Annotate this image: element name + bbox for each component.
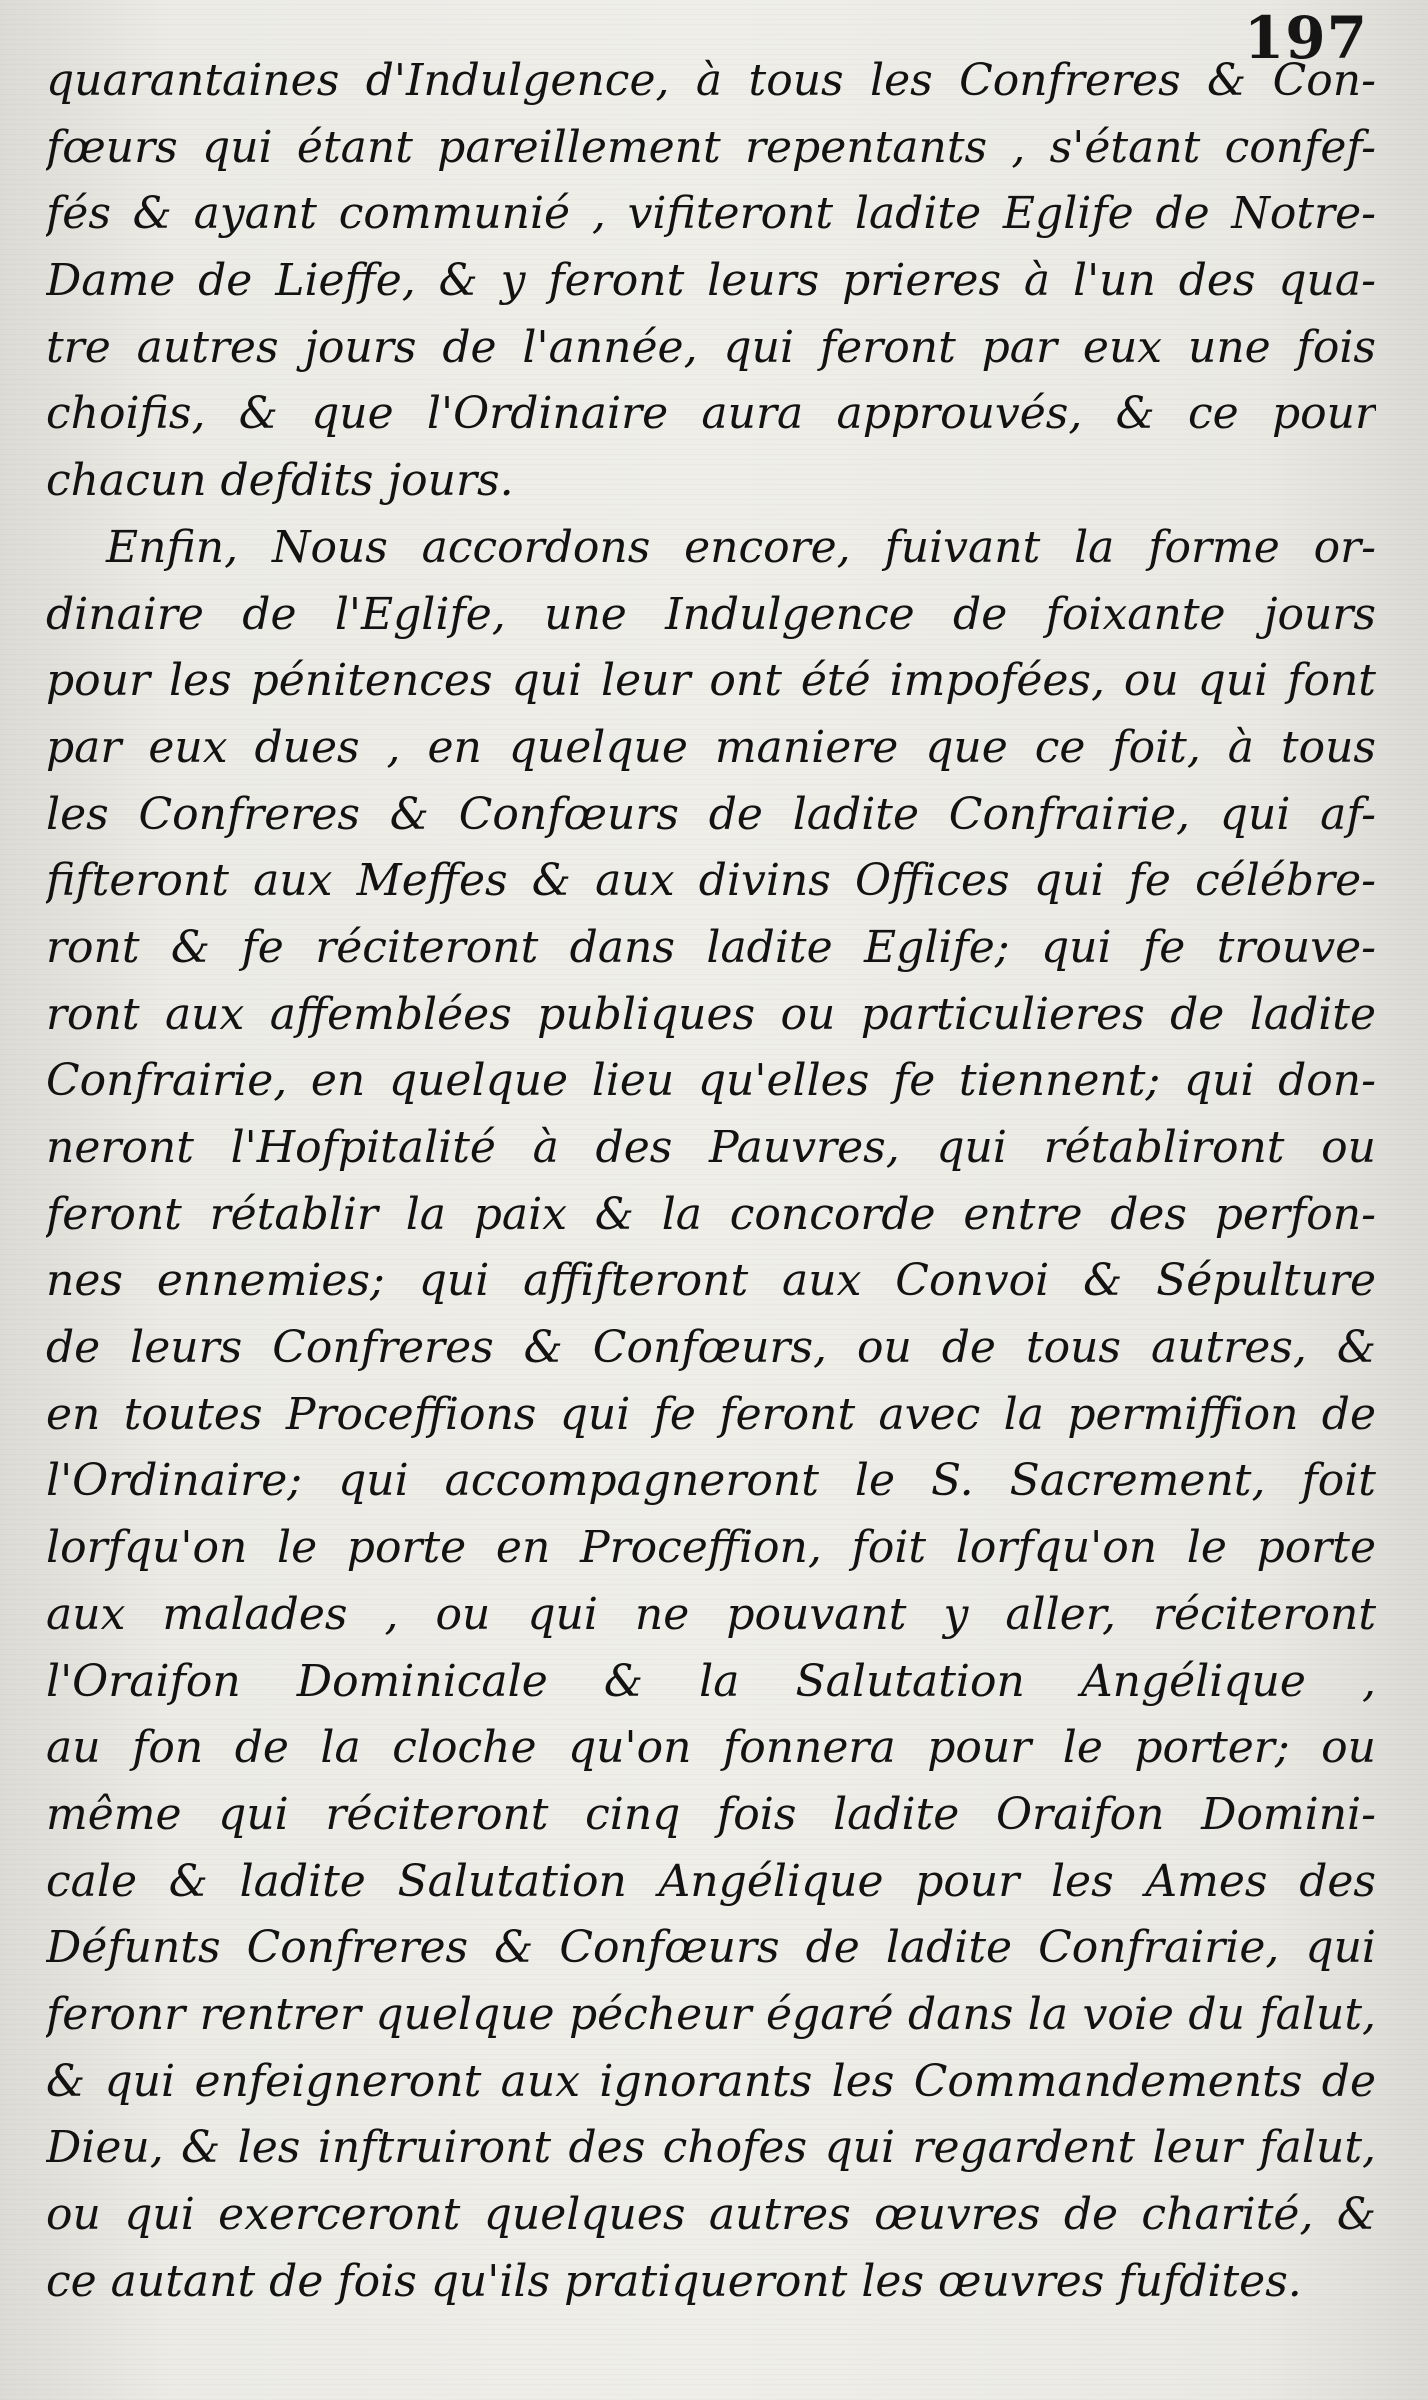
text-line: ce autant de fois qu'ils pratiqueront les œuvres fufdites. xyxy=(46,2255,1302,2307)
text-line: Dame de Lieffe, & y feront leurs prieres à l'un des qua- xyxy=(46,255,1376,307)
page-number: 197 xyxy=(1243,4,1368,72)
text-line: tre autres jours de l'année, qui feront par eux une fois xyxy=(46,321,1376,373)
text-line: choifis, & que l'Ordinaire aura approuvés, & ce pour xyxy=(46,388,1376,440)
text-line: l'Ordinaire; qui accompagneront le S. Sacrement, foit xyxy=(46,1455,1376,1507)
text-line: pour les pénitences qui leur ont été impofées, ou qui font xyxy=(46,655,1376,707)
text-line: & qui enfeigneront aux ignorants les Commandements de xyxy=(46,2055,1376,2107)
text-line: ou qui exerceront quelques autres œuvres de charité, & xyxy=(46,2189,1376,2240)
text-line: lorfqu'on le porte en Proceffion, foit lorfqu'on le porte xyxy=(46,1522,1376,1574)
text-line: au fon de la cloche qu'on fonnera pour le porter; ou xyxy=(46,1722,1376,1774)
text-line: par eux dues , en quelque maniere que ce foit, à tous xyxy=(46,721,1376,773)
text-line: feront rétablir la paix & la concorde entre des perfon- xyxy=(46,1188,1376,1240)
text-line: l'Oraifon Dominicale & la Salutation Angélique , xyxy=(46,1655,1376,1707)
text-line: aux malades , ou qui ne pouvant y aller, réciteront xyxy=(46,1588,1376,1640)
text-line: quarantaines d'Indulgence, à tous les Confreres & Con- xyxy=(46,55,1376,106)
text-line: Défunts Confreres & Confœurs de ladite Confrairie, qui xyxy=(46,1922,1376,1974)
text-line: ront aux affemblées publiques ou particulieres de ladite xyxy=(46,988,1376,1040)
body-text xyxy=(46,48,1376,2315)
text-line: chacun defdits jours. xyxy=(46,455,514,507)
paragraph-start-line: Enfin, Nous accordons encore, fuivant la forme or- xyxy=(106,521,1376,573)
text-line: fés & ayant communié , vifiteront ladite Eglife de Notre- xyxy=(46,188,1376,240)
text-line: les Confreres & Confœurs de ladite Confrairie, qui af- xyxy=(46,788,1376,840)
text-line: Confrairie, en quelque lieu qu'elles fe tiennent; qui don- xyxy=(46,1055,1376,1107)
text-line: en toutes Proceffions qui fe feront avec la permiffion de xyxy=(46,1388,1376,1440)
text-line: neront l'Hofpitalité à des Pauvres, qui rétabliront ou xyxy=(46,1122,1376,1173)
text-line: cale & ladite Salutation Angélique pour les Ames des xyxy=(46,1855,1376,1907)
text-line: Dieu, & les inftruiront des chofes qui regardent leur falut, xyxy=(46,2122,1376,2174)
text-line: de leurs Confreres & Confœurs, ou de tous autres, & xyxy=(46,1322,1376,1374)
text-line: même qui réciteront cinq fois ladite Oraifon Domini- xyxy=(46,1788,1376,1840)
text-line: fifteront aux Meffes & aux divins Offices qui fe célébre- xyxy=(46,855,1376,907)
text-line: ront & fe réciteront dans ladite Eglife; qui fe trouve- xyxy=(46,921,1376,973)
text-line: dinaire de l'Eglife, une Indulgence de foixante jours xyxy=(46,588,1376,640)
text-line: fœurs qui étant pareillement repentants , s'étant confef- xyxy=(46,121,1376,173)
text-line: nes ennemies; qui affifteront aux Convoi & Sépulture xyxy=(46,1255,1376,1307)
text-line: feronr rentrer quelque pécheur égaré dans la voie du falut, xyxy=(46,1988,1376,2040)
